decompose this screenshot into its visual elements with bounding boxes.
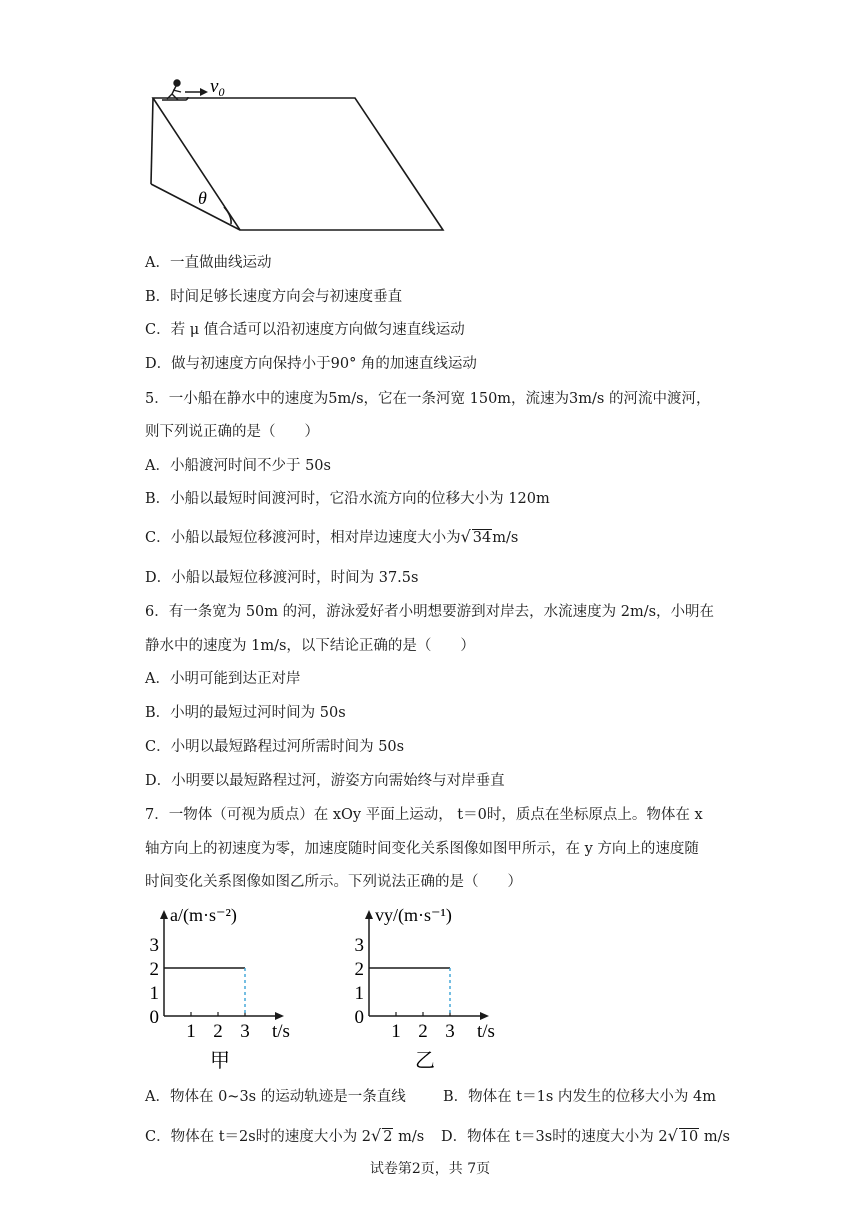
q7-option-c	[145, 1126, 424, 1147]
incline-bottom-edge	[151, 184, 240, 230]
svg-text:v0	[210, 76, 224, 99]
y-axis-arrow	[160, 910, 168, 919]
x-tick-label: 1	[186, 1021, 196, 1042]
q7-option-d	[441, 1126, 730, 1147]
q5-option-d: D．小船以最短位移渡河时，时间为 37.5s	[145, 570, 419, 586]
q7-option-b: B．物体在 t＝1s 内发生的位移大小为 4m	[443, 1089, 716, 1105]
q4-option-d: D．做与初速度方向保持小于90° 角的加速直线运动	[145, 356, 477, 372]
v0-label: v	[210, 76, 219, 97]
q7-option-d-unit: m/s	[699, 1129, 730, 1145]
q7-option-c-text: C．物体在 t＝2s时的速度大小为 2	[145, 1129, 372, 1145]
y-axis-label: a/(m·s⁻²)	[170, 905, 237, 925]
q5-option-c-unit: m/s	[492, 530, 519, 546]
q7-option-c-radicand: 2	[383, 1129, 393, 1145]
q5-stem-line2: 则下列说正确的是（ ）	[145, 424, 319, 440]
y-tick-label: 1	[354, 983, 364, 1004]
skier-icon	[162, 80, 188, 100]
y-tick-label: 0	[149, 1007, 159, 1028]
x-axis-arrow	[275, 1012, 284, 1020]
chart-jia	[140, 905, 320, 1075]
sqrt-sign: √	[371, 1126, 382, 1145]
x-axis-label: t/s	[477, 1021, 495, 1042]
q4-option-b: B．时间足够长速度方向会与初速度垂直	[145, 289, 403, 305]
q5-option-a: A．小船渡河时间不少于 50s	[145, 458, 331, 474]
v0-arrow	[185, 88, 208, 96]
y-axis-label: vy/(m·s⁻¹)	[375, 905, 452, 925]
q5-stem-line1: 5．一小船在静水中的速度为5m/s，它在一条河宽 150m，流速为3m/s 的河流中渡河，	[145, 391, 711, 407]
q6-option-c: C．小明以最短路程过河所需时间为 50s	[145, 739, 405, 755]
y-tick-label: 2	[149, 959, 159, 980]
q7-option-d-radicand: 10	[679, 1129, 699, 1145]
y-tick-label: 3	[149, 935, 159, 956]
y-tick-label: 2	[354, 959, 364, 980]
q5-option-b: B．小船以最短时间渡河时，它沿水流方向的位移大小为 120m	[145, 491, 550, 507]
incline-side-edge	[151, 98, 153, 184]
sqrt-sign: √	[667, 1126, 678, 1145]
sqrt-sign: √	[460, 527, 471, 546]
y-axis-arrow	[365, 910, 373, 919]
q4-option-a: A．一直做曲线运动	[145, 255, 272, 271]
theta-label: θ	[198, 188, 207, 208]
x-axis-label: t/s	[272, 1021, 290, 1042]
q7-option-c-unit: m/s	[393, 1129, 425, 1145]
page-footer: 试卷第2页，共 7页	[369, 1161, 491, 1177]
q7-option-d-text: D．物体在 t＝3s时的速度大小为 2	[441, 1129, 668, 1145]
q4-option-c: C．若 μ 值合适可以沿初速度方向做匀速直线运动	[145, 322, 465, 338]
q5-option-c-radicand: 34	[472, 530, 492, 546]
q7-stem-line3: 时间变化关系图像如图乙所示。下列说法正确的是（ ）	[145, 874, 522, 890]
chart-yi	[345, 905, 525, 1075]
y-tick-label: 3	[354, 935, 364, 956]
q6-option-b: B．小明的最短过河时间为 50s	[145, 705, 346, 721]
x-tick-label: 2	[213, 1021, 223, 1042]
y-tick-label: 1	[149, 983, 159, 1004]
x-tick-label: 3	[445, 1021, 455, 1042]
y-tick-label: 0	[354, 1007, 364, 1028]
q6-stem-line2: 静水中的速度为 1m/s，以下结论正确的是（ ）	[145, 638, 475, 654]
v0-subscript: 0	[218, 85, 225, 99]
q5-option-c	[145, 527, 518, 548]
incline-figure	[140, 72, 460, 232]
q7-option-a: A．物体在 0~3s 的运动轨迹是一条直线	[145, 1089, 406, 1105]
q6-option-a: A．小明可能到达正对岸	[145, 671, 301, 687]
x-tick-label: 3	[240, 1021, 250, 1042]
x-tick-label: 2	[418, 1021, 428, 1042]
q6-stem-line1: 6．有一条宽为 50m 的河，游泳爱好者小明想要游到对岸去，水流速度为 2m/s，小明在	[145, 604, 715, 620]
q7-stem-line2: 轴方向上的初速度为零，加速度随时间变化关系图像如图甲所示，在 y 方向上的速度随	[145, 841, 699, 857]
x-tick-label: 1	[391, 1021, 401, 1042]
q5-option-c-text: C．小船以最短位移渡河时，相对岸边速度大小为	[145, 530, 461, 546]
q7-stem-line1: 7．一物体（可视为质点）在 xOy 平面上运动， t＝0时，质点在坐标原点上。物体在 x	[145, 807, 703, 823]
incline-top-face	[153, 98, 443, 230]
chart-title: 甲	[210, 1048, 230, 1072]
q6-option-d: D．小明要以最短路程过河，游姿方向需始终与对岸垂直	[145, 773, 505, 789]
x-axis-arrow	[480, 1012, 489, 1020]
chart-title: 乙	[415, 1048, 435, 1072]
